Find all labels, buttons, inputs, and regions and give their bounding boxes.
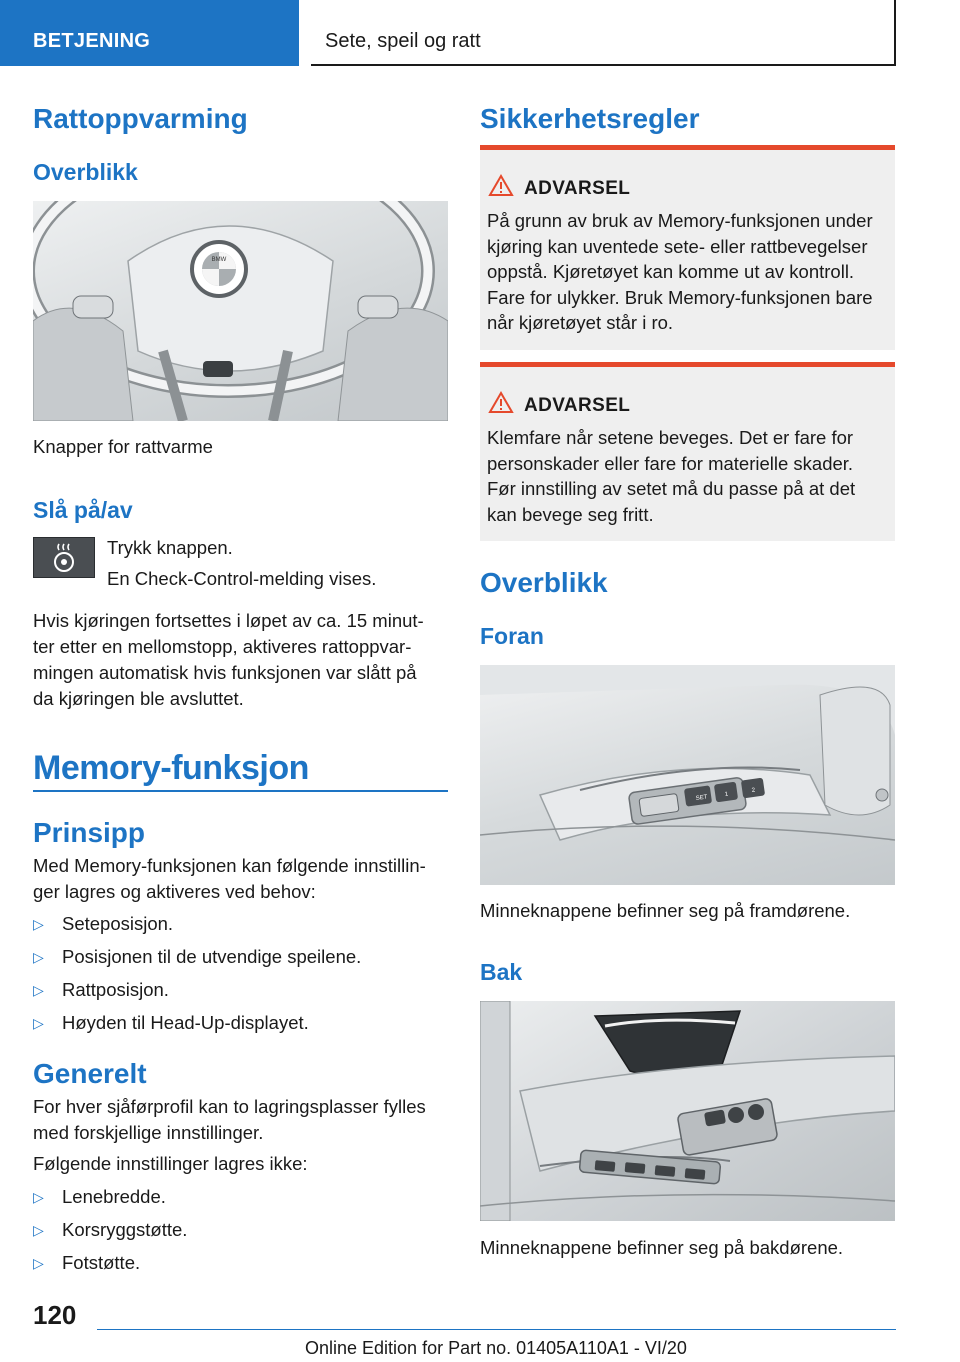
warning-box (480, 362, 895, 541)
triangle-bullet-icon: ▷ (33, 1222, 44, 1238)
warning-box (480, 145, 895, 350)
footer-edition: Online Edition for Part no. 01405A110A1 - VI/20 (305, 1338, 687, 1358)
front-button-label: 1 (724, 791, 729, 798)
warning-body (487, 425, 892, 527)
onoff-line-2: En Check-Control-melding vises. (107, 568, 377, 589)
warning-triangle-icon (488, 174, 514, 197)
warning-line: Klemfare når setene beveges. Det er fare for (487, 427, 854, 448)
warning-triangle-icon (488, 391, 514, 414)
list-item-text: Lenebredde. (62, 1186, 166, 1207)
list-item-text: Fotstøtte. (62, 1252, 141, 1273)
front-image-caption: Minneknappene befinner seg på framdørene. (480, 900, 851, 921)
heading-principle: Prinsipp (33, 817, 146, 848)
general-para-line: For hver sjåførprofil kan to lagringsplasser fylles (33, 1096, 426, 1117)
heading-memory-function: Memory-funksjon (33, 749, 309, 787)
heading-rear: Bak (480, 959, 523, 985)
header-chapter-box (311, 0, 896, 66)
header-section-tab (0, 0, 299, 66)
list-item-text: Høyden til Head-Up-displayet. (62, 1012, 309, 1033)
not-saved-intro: Følgende innstillinger lagres ikke: (33, 1153, 308, 1174)
triangle-bullet-icon: ▷ (33, 916, 44, 932)
steering-heating-button-icon (33, 537, 95, 578)
onoff-para-line: ter etter en mellomstopp, aktiveres rattoppvar- (33, 636, 412, 657)
list-item-text: Seteposisjon. (62, 913, 174, 934)
onoff-para-line: Hvis kjøringen fortsettes i løpet av ca. 15 minut- (33, 610, 424, 631)
warning-line: personskader eller fare for materielle skader. (487, 452, 854, 474)
warning-label: ADVARSEL (524, 395, 631, 416)
list-item-text: Posisjonen til de utvendige speilene. (62, 946, 362, 967)
onoff-line-1: Trykk knappen. (107, 537, 233, 558)
warning-label: ADVARSEL (524, 178, 631, 199)
list-item-text: Rattposisjon. (62, 979, 169, 1000)
heading-general: Generelt (33, 1058, 147, 1089)
triangle-bullet-icon: ▷ (33, 982, 44, 998)
memory-heading-rule (33, 790, 448, 792)
onoff-paragraph (33, 608, 424, 712)
warning-line: Før innstilling av setet må du passe på at det (487, 478, 856, 499)
general-paragraph (33, 1094, 426, 1146)
heading-front: Foran (480, 623, 544, 649)
heading-overview: Overblikk (33, 159, 138, 185)
header-section-label: BETJENING (33, 30, 151, 52)
heading-steering-heating: Rattoppvarming (33, 103, 248, 134)
footer-rule (97, 1329, 896, 1330)
triangle-bullet-icon: ▷ (33, 1189, 44, 1205)
heading-safety-rules: Sikkerhetsregler (480, 103, 700, 134)
rear-image-caption: Minneknappene befinner seg på bakdørene. (480, 1237, 844, 1258)
page-number: 120 (33, 1300, 77, 1330)
principle-paragraph (33, 853, 426, 905)
list-item-text: Korsryggstøtte. (62, 1219, 188, 1240)
onoff-para-line: da kjøringen ble avsluttet. (33, 688, 244, 709)
triangle-bullet-icon: ▷ (33, 949, 44, 965)
front-button-label: SET (695, 794, 708, 802)
triangle-bullet-icon: ▷ (33, 1255, 44, 1271)
warning-body (487, 208, 892, 336)
principle-para-line: ger lagres og aktiveres ved behov: (33, 881, 316, 902)
rear-door-image (480, 1001, 895, 1221)
heading-overview-memory: Overblikk (480, 567, 608, 598)
warning-line: oppstå. Kjøretøyet kan komme ut av kontroll. (487, 261, 855, 282)
steering-image-caption: Knapper for rattvarme (33, 436, 213, 457)
warning-line: kjøring kan uventede sete- eller rattbevegelser (487, 235, 868, 257)
triangle-bullet-icon: ▷ (33, 1015, 44, 1031)
general-para-line: med forskjellige innstillinger. (33, 1122, 264, 1143)
warning-line: når kjøretøyet står i ro. (487, 312, 674, 333)
warning-line: Fare for ulykker. Bruk Memory-funksjonen bare (487, 286, 873, 308)
svg-text:BMW: BMW (211, 257, 227, 263)
warning-line: På grunn av bruk av Memory-funksjonen under (487, 210, 873, 231)
principle-para-line: Med Memory-funksjonen kan følgende innstillin- (33, 855, 426, 876)
warning-line: kan bevege seg fritt. (487, 503, 654, 525)
front-button-label: 2 (751, 787, 756, 794)
onoff-para-line: mingen automatisk hvis funksjonen var slått på (33, 662, 417, 683)
steering-wheel-image (33, 201, 448, 421)
heading-on-off: Slå på/av (33, 497, 133, 523)
front-door-image (480, 665, 895, 885)
header-chapter-label: Sete, speil og ratt (325, 30, 481, 52)
